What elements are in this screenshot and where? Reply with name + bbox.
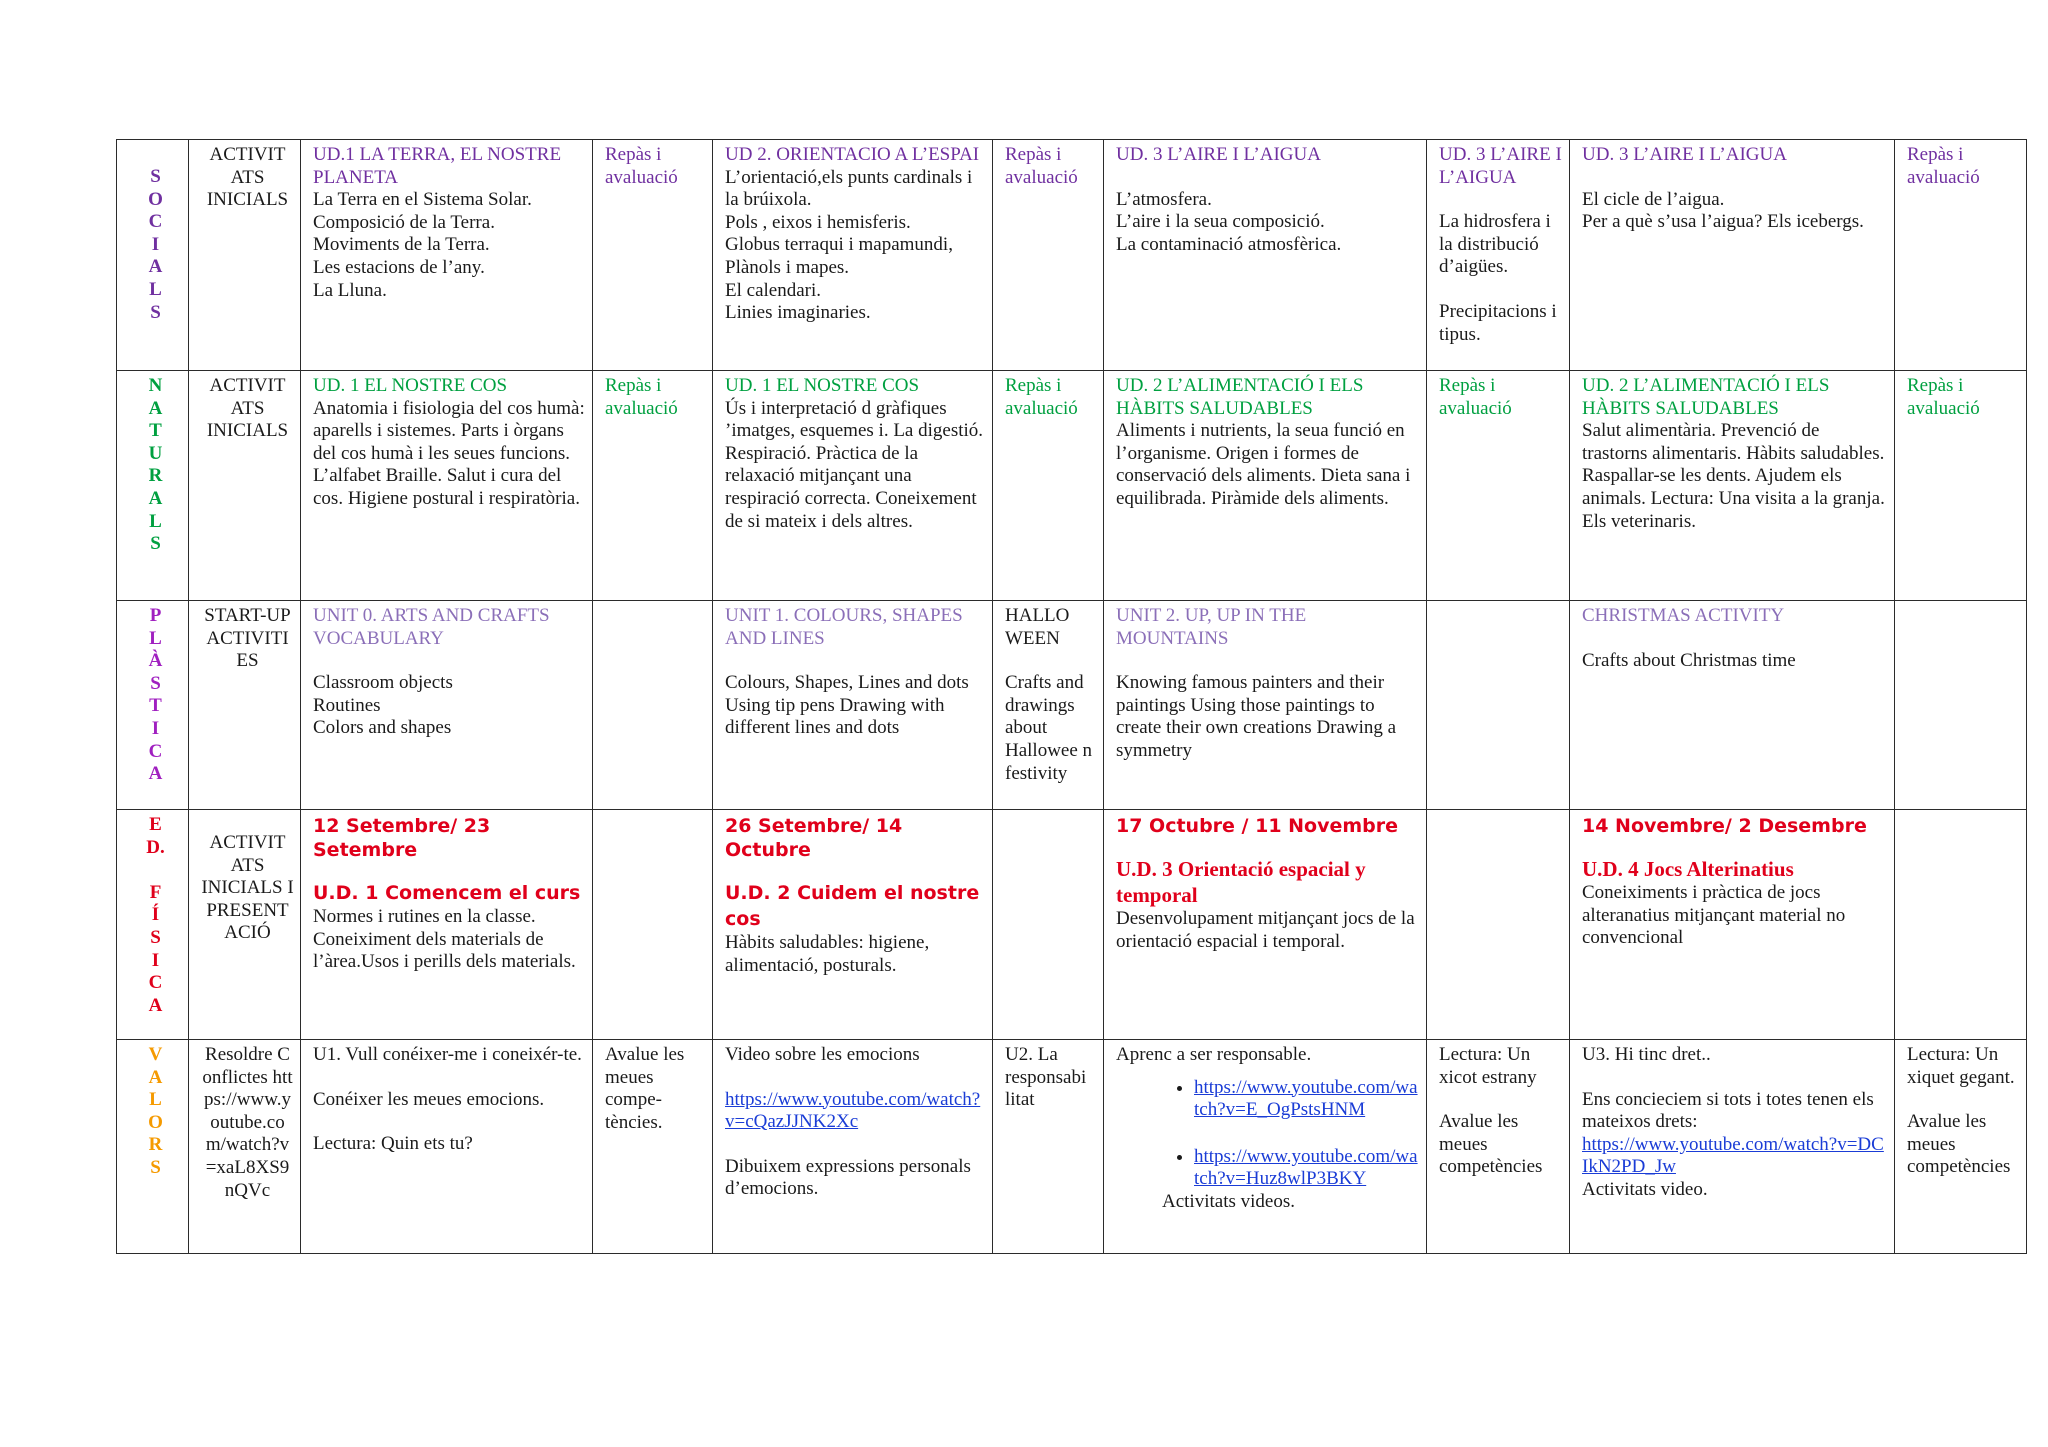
plastica-letter: C — [148, 740, 163, 762]
cell-text: Avalue les meues competències — [1907, 1111, 2011, 1178]
plastica-letter: À — [148, 650, 163, 672]
cell-naturals-unit1b — [713, 371, 993, 601]
cell-line: La Lluna. — [313, 279, 387, 301]
cell-edf-empty-4 — [1895, 810, 2027, 1040]
cell-naturals-unit1 — [301, 371, 593, 601]
cell-text: La hidrosfera i la distribució d’aigües. — [1439, 211, 1551, 278]
unit-title: UD. 3 L’AIRE I L’AIGUA — [1439, 144, 1562, 188]
cell-text: Conéixer les meues emocions. — [313, 1088, 545, 1110]
youtube-link[interactable]: https://www.youtube.com/watch?v=cQazJJNK2Xc — [725, 1088, 981, 1133]
cell-text: Hàbits saludables: higiene, alimentació, posturals. — [725, 932, 930, 976]
unit-title: UNIT 0. ARTS AND CRAFTS VOCABULARY — [313, 605, 550, 649]
review-naturals-2: Repàs i avaluació — [993, 371, 1104, 601]
plastica-letter: S — [150, 672, 161, 694]
cell-edf-ud1 — [301, 810, 593, 1040]
valors-letter: A — [148, 1066, 163, 1088]
date-range: 26 Setembre/ 14 Octubre — [725, 815, 903, 861]
unit-title: UD. 3 L’AIRE I L’AIGUA — [1582, 144, 1787, 165]
cell-line: Linies imaginaries. — [725, 302, 871, 324]
cell-valors-lectura-2 — [1895, 1040, 2027, 1254]
cell-plastica-unit1 — [713, 601, 993, 810]
row-socials — [117, 140, 2027, 371]
cell-plastica-unit0 — [301, 601, 593, 810]
cell-text: Salut alimentària. Prevenció de trastorns alimentaris. Hàbits saludables. Raspallar-se les dents. Ajudem els animals. Lectura: Una visita a la granja. Els veterinaris. — [1582, 420, 1885, 532]
cell-line: Composició de la Terra. — [313, 211, 495, 233]
cell-text: Activitats video. — [1582, 1178, 1708, 1200]
plastica-letter: A — [148, 763, 163, 785]
subject-plastica — [117, 601, 189, 810]
review-socials-1: Repàs i avaluació — [593, 140, 713, 371]
cell-valors-responsable — [1104, 1040, 1427, 1254]
plastica-letter: I — [151, 717, 160, 739]
cell-edf-empty-1 — [593, 810, 713, 1040]
ed-fisica-letter: C — [148, 972, 163, 994]
cell-line: Les estacions de l’any. — [313, 256, 485, 278]
cell-text: Activitats videos. — [1162, 1190, 1295, 1212]
cell-edf-empty-3 — [1427, 810, 1570, 1040]
cell-line: Classroom objects — [313, 672, 453, 694]
cell-line: La contaminació atmosfèrica. — [1116, 233, 1342, 255]
cell-text: U1. Vull conéixer-me i coneixér-te. — [313, 1044, 582, 1065]
ed-fisica-letter: S — [150, 926, 161, 948]
cell-text: Lectura: Un xiquet gegant. — [1907, 1044, 2015, 1088]
unit-title: UD. 1 EL NOSTRE COS — [725, 375, 920, 396]
unit-title: UD. 2 L’ALIMENTACIÓ I ELS HÀBITS SALUDABLES — [1582, 375, 1830, 419]
initial-activities-ed-fisica: ACTIVIT ATS INICIALS I PRESENT ACIÓ — [189, 810, 301, 1040]
cell-valors-video — [713, 1040, 993, 1254]
cell-text: Desenvolupament mitjançant jocs de la orientació espacial i temporal. — [1116, 908, 1415, 952]
naturals-letter: A — [148, 487, 163, 509]
cell-text: Coneiximents i pràctica de jocs alteranatius mitjançant material no convencional — [1582, 882, 1846, 949]
row-plastica — [117, 601, 2027, 810]
review-socials-3: Repàs i avaluació — [1895, 140, 2027, 371]
ed-fisica-letter: Í — [151, 904, 160, 926]
valors-letter: S — [150, 1156, 161, 1178]
cell-socials-unit3b — [1427, 140, 1570, 371]
cell-valors-u2: U2. La responsabi litat — [993, 1040, 1104, 1254]
unit-title: UD. 2 L’ALIMENTACIÓ I ELS HÀBITS SALUDABLES — [1116, 375, 1364, 419]
ed-fisica-letter: F — [149, 881, 162, 903]
naturals-letter: U — [148, 442, 163, 464]
cell-text: Lectura: Un xicot estrany — [1439, 1044, 1537, 1088]
ed-fisica-letter: I — [151, 949, 160, 971]
cell-text: Colours, Shapes, Lines and dots Using tip pens Drawing with different lines and dots — [725, 672, 969, 739]
cell-valors-lectura — [1427, 1040, 1570, 1254]
naturals-letter: A — [148, 397, 163, 419]
cell-line: Moviments de la Terra. — [313, 234, 490, 256]
initial-activities-plastica: START-UP ACTIVITI ES — [189, 601, 301, 810]
plastica-letter: L — [149, 627, 162, 649]
cell-line: Globus terraqui i mapamundi, — [725, 234, 953, 256]
row-naturals — [117, 371, 2027, 601]
naturals-letter: N — [148, 375, 163, 396]
cell-line: L’atmosfera. — [1116, 188, 1212, 210]
date-range: 14 Novembre/ 2 Desembre — [1582, 815, 1867, 837]
list-item — [1194, 1077, 1420, 1122]
socials-letter: A — [148, 256, 163, 278]
cell-edf-ud3 — [1104, 810, 1427, 1040]
socials-letter: S — [150, 301, 161, 323]
unit-title: U.D. 1 Comencem el curs — [313, 882, 581, 904]
naturals-letter: T — [149, 420, 162, 442]
cell-plastica-empty-1 — [593, 601, 713, 810]
cell-naturals-unit2b — [1570, 371, 1895, 601]
cell-line: Routines — [313, 694, 381, 716]
date-range: 12 Setembre/ 23 Setembre — [313, 815, 491, 861]
cell-text: Aliments i nutrients, la seua funció en l’organisme. Origen i formes de conservació dels aliments. Dieta sana i equilibrada. Piràmide dels aliments. — [1116, 420, 1411, 509]
row-valors — [117, 1040, 2027, 1254]
initial-activities-naturals: ACTIVIT ATS INICIALS — [189, 371, 301, 601]
cell-line: Per a què s’usa l’aigua? Els icebergs. — [1582, 211, 1864, 233]
unit-title: UD.1 LA TERRA, EL NOSTRE PLANETA — [313, 144, 562, 188]
ed-fisica-letter: D. — [146, 836, 165, 858]
cell-text: Anatomia i fisiologia del cos humà: aparells i sistemes. Parts i òrgans del cos humà i les seues funcions. L’alfabet Braille. Salut i cura del cos. Higiene postural i respiratòria. — [313, 397, 585, 509]
cell-text: Precipitacions i tipus. — [1439, 300, 1557, 345]
cell-plastica-empty-2 — [1427, 601, 1570, 810]
initial-activities-valors: Resoldre Conflictes https://www.youtube.com/watch?v=xaL8XS9nQVc — [189, 1040, 301, 1254]
ed-fisica-letter — [129, 859, 182, 882]
naturals-letter: R — [148, 465, 163, 487]
naturals-letter: L — [149, 510, 162, 532]
unit-title: U.D. 4 Jocs Alterinatius — [1582, 857, 1794, 881]
cell-plastica-unit2 — [1104, 601, 1427, 810]
ed-fisica-letter: E — [149, 814, 162, 835]
cell-text: Ens concieciem si tots i totes tenen els mateixos drets: — [1582, 1088, 1874, 1133]
youtube-link[interactable]: https://www.youtube.com/watch?v=Huz8wlP3BKY — [1194, 1145, 1418, 1190]
review-naturals-4: Repàs i avaluació — [1895, 371, 2027, 601]
cell-text: Crafts about Christmas time — [1582, 649, 1796, 671]
date-range: 17 Octubre / 11 Novembre — [1116, 815, 1399, 837]
unit-title: CHRISTMAS ACTIVITY — [1582, 605, 1785, 626]
unit-title: UD 2. ORIENTACIO A L’ESPAI — [725, 144, 980, 165]
unit-title: HALLO WEEN — [1005, 605, 1070, 649]
cell-line: Pols , eixos i hemisferis. — [725, 211, 911, 233]
cell-text: U3. Hi tinc dret.. — [1582, 1044, 1711, 1065]
cell-socials-unit3a — [1104, 140, 1427, 371]
cell-line: El calendari. — [725, 279, 822, 301]
cell-valors-u1 — [301, 1040, 593, 1254]
list-item — [1194, 1146, 1420, 1191]
youtube-link[interactable]: https://www.youtube.com/watch?v=E_OgPstsHNM — [1194, 1076, 1418, 1121]
initial-activities-socials: ACTIVIT ATS INICIALS — [189, 140, 301, 371]
review-naturals-3: Repàs i avaluació — [1427, 371, 1570, 601]
ed-fisica-letter: A — [148, 994, 163, 1016]
subject-ed-fisica — [117, 810, 189, 1040]
subject-naturals — [117, 371, 189, 601]
socials-letter: S — [150, 166, 161, 187]
cell-line: Colors and shapes — [313, 717, 452, 739]
cell-text: Avalue les meues competències — [1439, 1111, 1543, 1178]
cell-text: Ús i interpretació d gràfiques ’imatges, esquemes i. La digestió. Respiració. Pràctica de la relaxació mitjançant una respiració correcta. Coneixement de si mateix i dels altres. — [725, 397, 984, 532]
curriculum-table — [116, 139, 2027, 1254]
socials-letter: I — [151, 233, 160, 255]
youtube-link[interactable]: https://www.youtube.com/watch?v=DCIkN2PD_Jw — [1582, 1133, 1884, 1178]
valors-letter: R — [148, 1134, 163, 1156]
cell-edf-ud2 — [713, 810, 993, 1040]
cell-valors-avalue-1: Avalue les meues compe-tències. — [593, 1040, 713, 1254]
naturals-letter: S — [150, 533, 161, 555]
valors-letter: O — [148, 1111, 163, 1133]
row-ed-fisica — [117, 810, 2027, 1040]
review-naturals-1: Repàs i avaluació — [593, 371, 713, 601]
cell-plastica-empty-3 — [1895, 601, 2027, 810]
cell-text: Lectura: Quin ets tu? — [313, 1133, 473, 1155]
cell-text: Dibuixem expressions personals d’emocions. — [725, 1155, 971, 1200]
cell-socials-unit1 — [301, 140, 593, 371]
cell-line: L’orientació,els punts cardinals i la brúixola. — [725, 166, 973, 211]
unit-title: U.D. 2 Cuidem el nostre cos — [725, 882, 980, 930]
subject-valors — [117, 1040, 189, 1254]
cell-text: Crafts and drawings about Hallowee n festivity — [1005, 672, 1093, 784]
cell-text: Aprenc a ser responsable. — [1116, 1044, 1312, 1065]
cell-text: Knowing famous painters and their paintings Using those paintings to create their own creations Drawing a symmetry — [1116, 672, 1397, 761]
cell-text: Normes i rutines en la classe. Coneiximent dels materials de l’àrea.Usos i perills dels materials. — [313, 906, 576, 973]
cell-line: El cicle de l’aigua. — [1582, 188, 1725, 210]
cell-socials-unit2 — [713, 140, 993, 371]
cell-socials-unit3c — [1570, 140, 1895, 371]
cell-text: Video sobre les emocions — [725, 1044, 920, 1065]
valors-letter: V — [148, 1044, 163, 1065]
plastica-letter: P — [149, 605, 162, 626]
cell-valors-u3 — [1570, 1040, 1895, 1254]
cell-line: L’aire i la seua composició. — [1116, 211, 1325, 233]
unit-title: UD. 3 L’AIRE I L’AIGUA — [1116, 144, 1321, 165]
plastica-letter: T — [149, 695, 162, 717]
cell-line: La Terra en el Sistema Solar. — [313, 189, 532, 211]
unit-title: UNIT 2. UP, UP IN THE MOUNTAINS — [1116, 605, 1307, 649]
socials-letter: L — [149, 278, 162, 300]
subject-socials — [117, 140, 189, 371]
link-list — [1116, 1077, 1420, 1191]
review-socials-2: Repàs i avaluació — [993, 140, 1104, 371]
unit-title: UNIT 1. COLOURS, SHAPES AND LINES — [725, 605, 963, 649]
valors-letter: L — [149, 1089, 162, 1111]
cell-plastica-halloween — [993, 601, 1104, 810]
cell-line: Plànols i mapes. — [725, 256, 850, 278]
socials-letter: C — [148, 211, 163, 233]
cell-plastica-christmas — [1570, 601, 1895, 810]
unit-title: U.D. 3 Orientació espacial y temporal — [1116, 857, 1366, 907]
socials-letter: O — [148, 188, 163, 210]
cell-edf-ud4 — [1570, 810, 1895, 1040]
cell-edf-empty-2 — [993, 810, 1104, 1040]
cell-naturals-unit2 — [1104, 371, 1427, 601]
unit-title: UD. 1 EL NOSTRE COS — [313, 375, 508, 396]
